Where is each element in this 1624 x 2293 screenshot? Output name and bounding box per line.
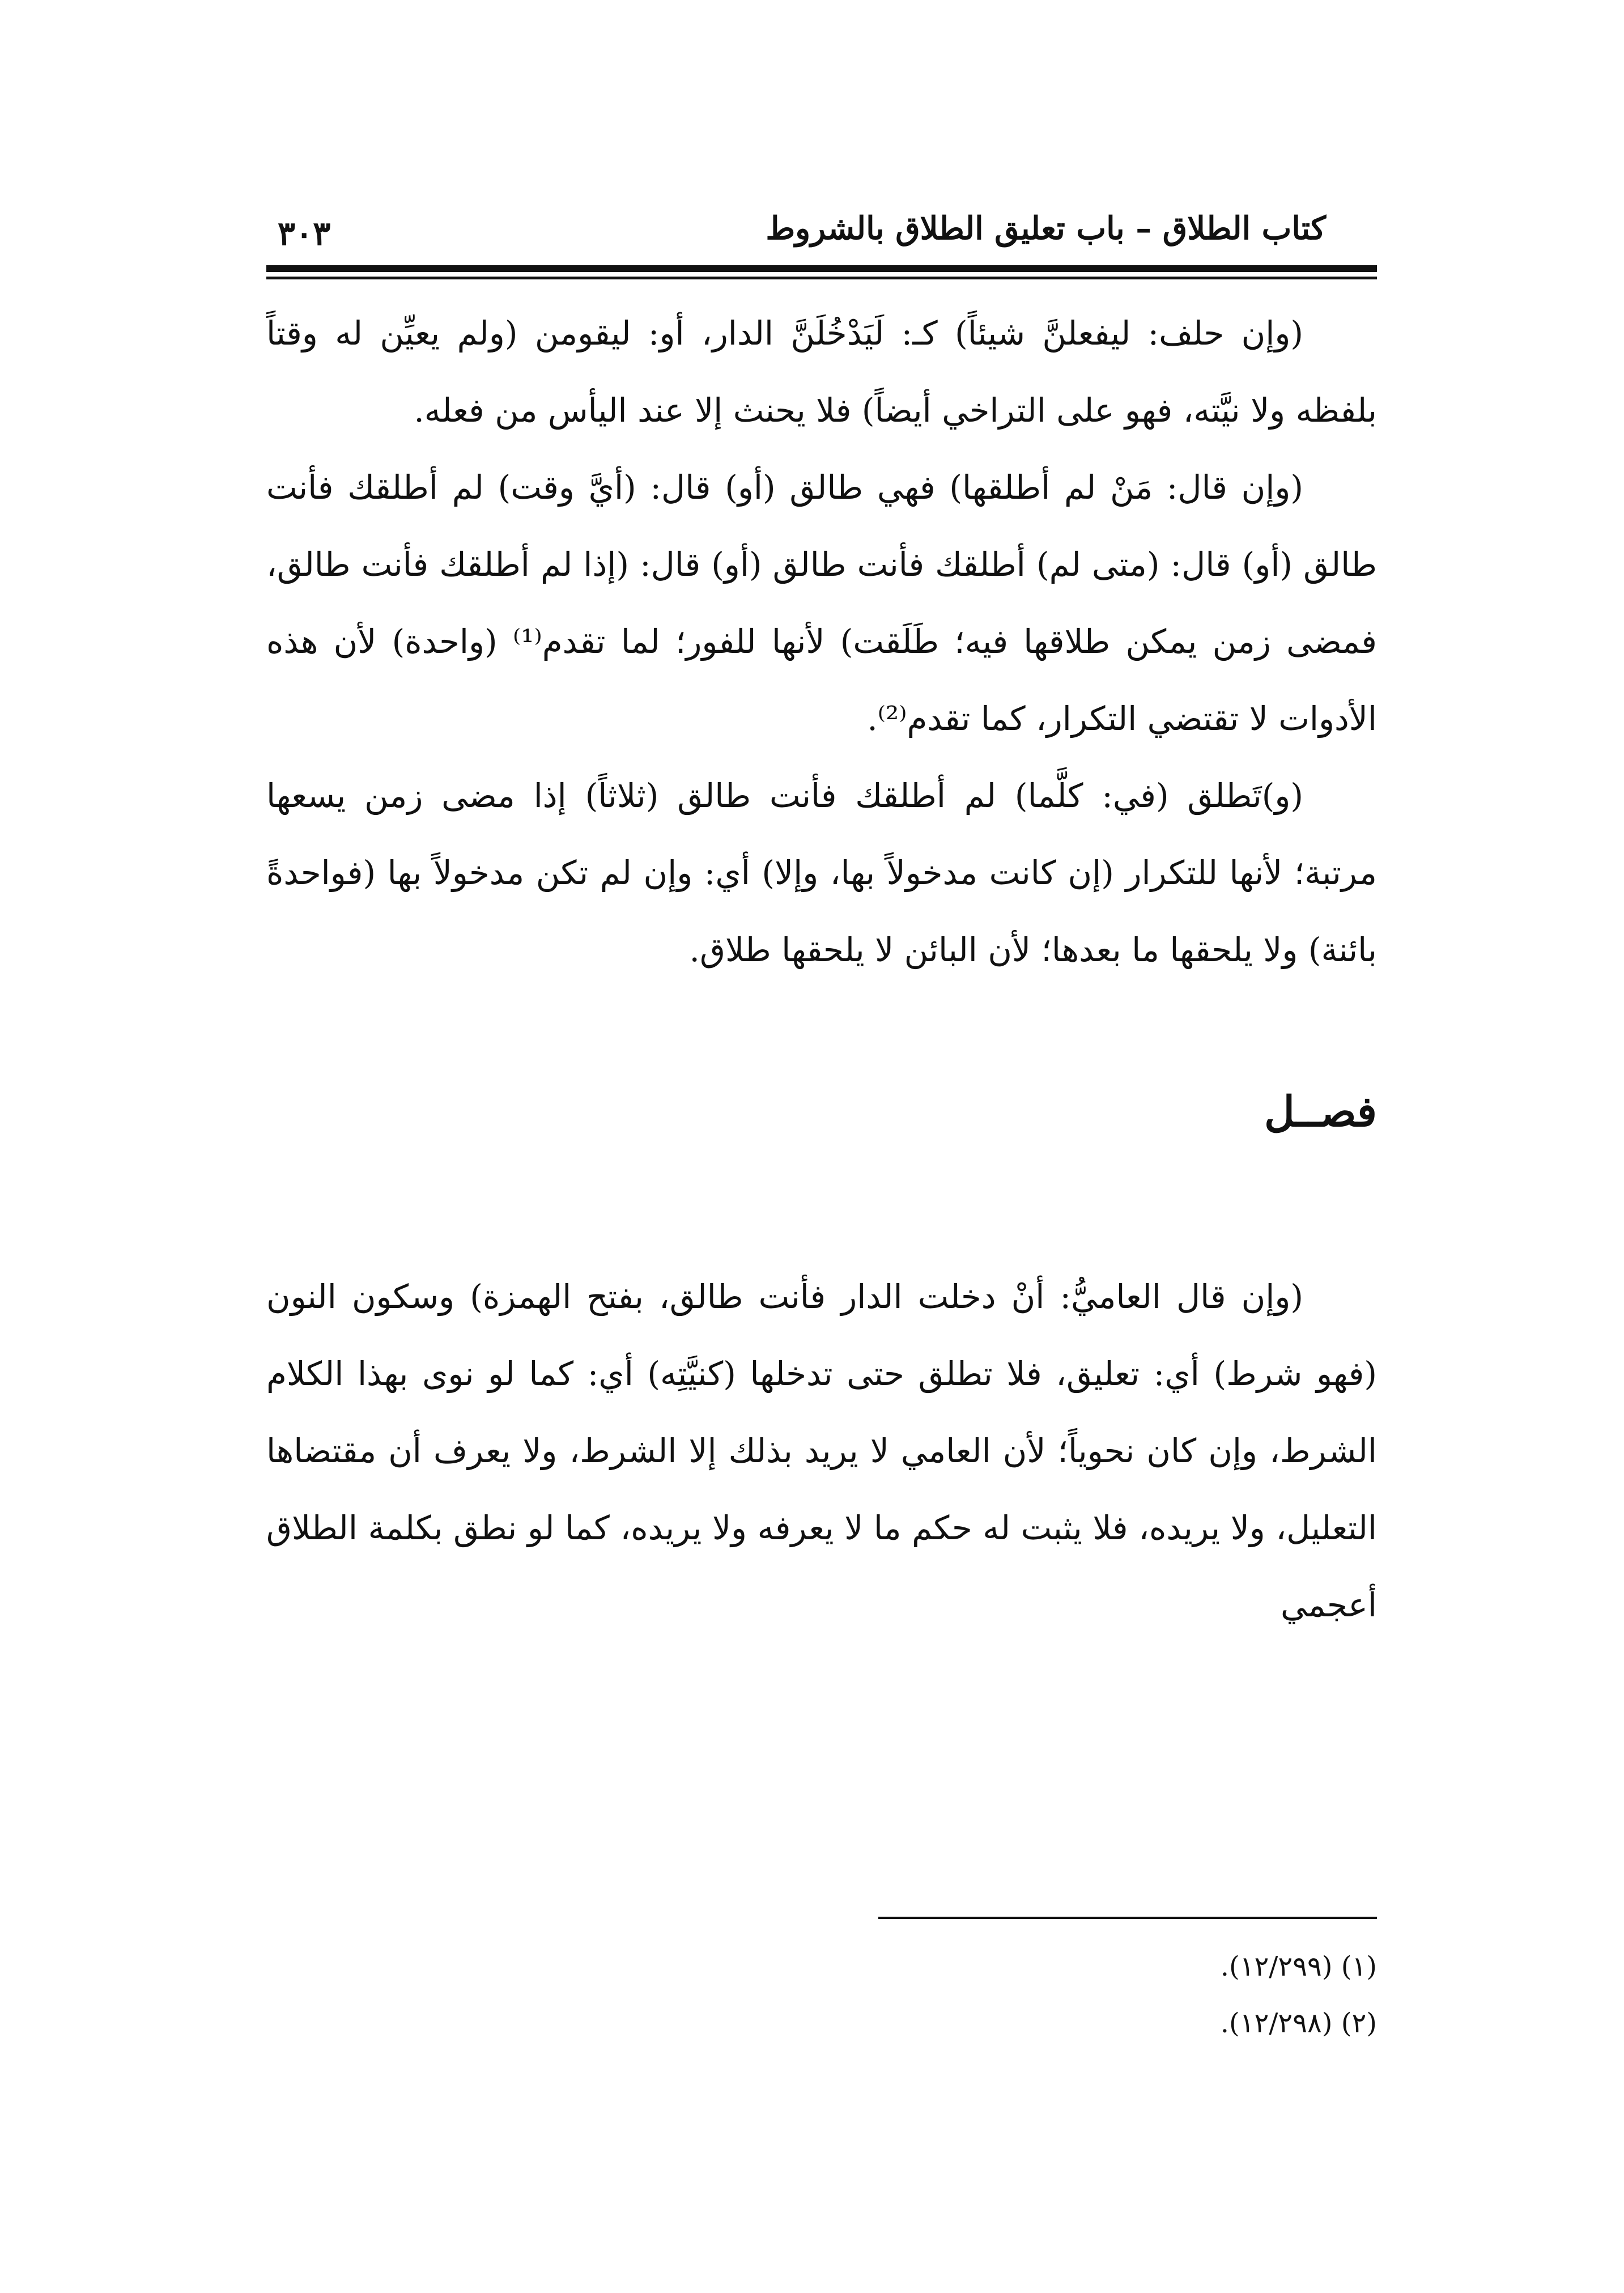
paragraph: (و)تَطلق (في: كلَّما) لم أطلقك فأنت طالق (ثلاثاً) إذا مضى زمن يسعها مرتبة؛ لأنها للتكرار (إن كانت مدخولاً بها، وإلا) أي: وإن لم تكن مدخولاً بها (فواحدةً بائنة) ولا يلحقها ما بعدها؛ لأن البائن لا يلحقها طلاق. (266, 776, 1377, 969)
footnote: (٢) (١٢/٢٩٨). (1220, 2007, 1377, 2039)
page-number: ٣٠٣ (278, 214, 331, 253)
body-text (266, 295, 1377, 1644)
paragraph: (وإن حلف: ليفعلنَّ شيئاً) كـ: لَيَدْخُلَنَّ الدار، أو: ليقومن (ولم يعيِّن له وقتاً بلفظه ولا نيَّته، فهو على التراخي أيضاً) فلا يحنث إلا عند اليأس من فعله. (266, 314, 1377, 430)
running-title: كتاب الطلاق – باب تعليق الطلاق بالشروط (766, 210, 1326, 247)
paragraph: (وإن قال: مَنْ لم أطلقها) فهي طالق (أو) قال: (أيَّ وقت) لم أطلقك فأنت طالق (أو) قال: (متى لم) أطلقك فأنت طالق (أو) قال: (إذا لم أطلقك فأنت طالق، فمضى زمن يمكن طلاقها فيه؛ طَلَقت) لأنها للفور؛ لما تقدم⁽¹⁾ (واحدة) لأن هذه الأدوات لا تقتضي التكرار، كما تقدم⁽²⁾. (266, 468, 1378, 738)
header-rule-thin (266, 277, 1377, 279)
footnote-separator (878, 1917, 1377, 1919)
document-page (266, 187, 1378, 2039)
page-header (266, 187, 1377, 255)
paragraph: (وإن قال العاميُّ: أنْ دخلت الدار فأنت طالق، بفتح الهمزة) وسكون النون (فهو شرط) أي: تعليق، فلا تطلق حتى تدخلها (كنيَّتِه) أي: كما لو نوى بهذا الكلام الشرط، وإن كان نحوياً؛ لأن العامي لا يريد بذلك إلا الشرط، ولا يعرف أن مقتضاها التعليل، ولا يريده، فلا يثبت له حكم ما لا يعرفه ولا يريده، كما لو نطق بكلمة الطلاق أعجمي (266, 1277, 1377, 1624)
header-rule-thick (266, 265, 1377, 272)
footnote: (١) (١٢/٢٩٩). (1220, 1951, 1377, 1982)
section-heading: فصــل (1264, 1088, 1377, 1136)
footnotes (1221, 1938, 1377, 2052)
